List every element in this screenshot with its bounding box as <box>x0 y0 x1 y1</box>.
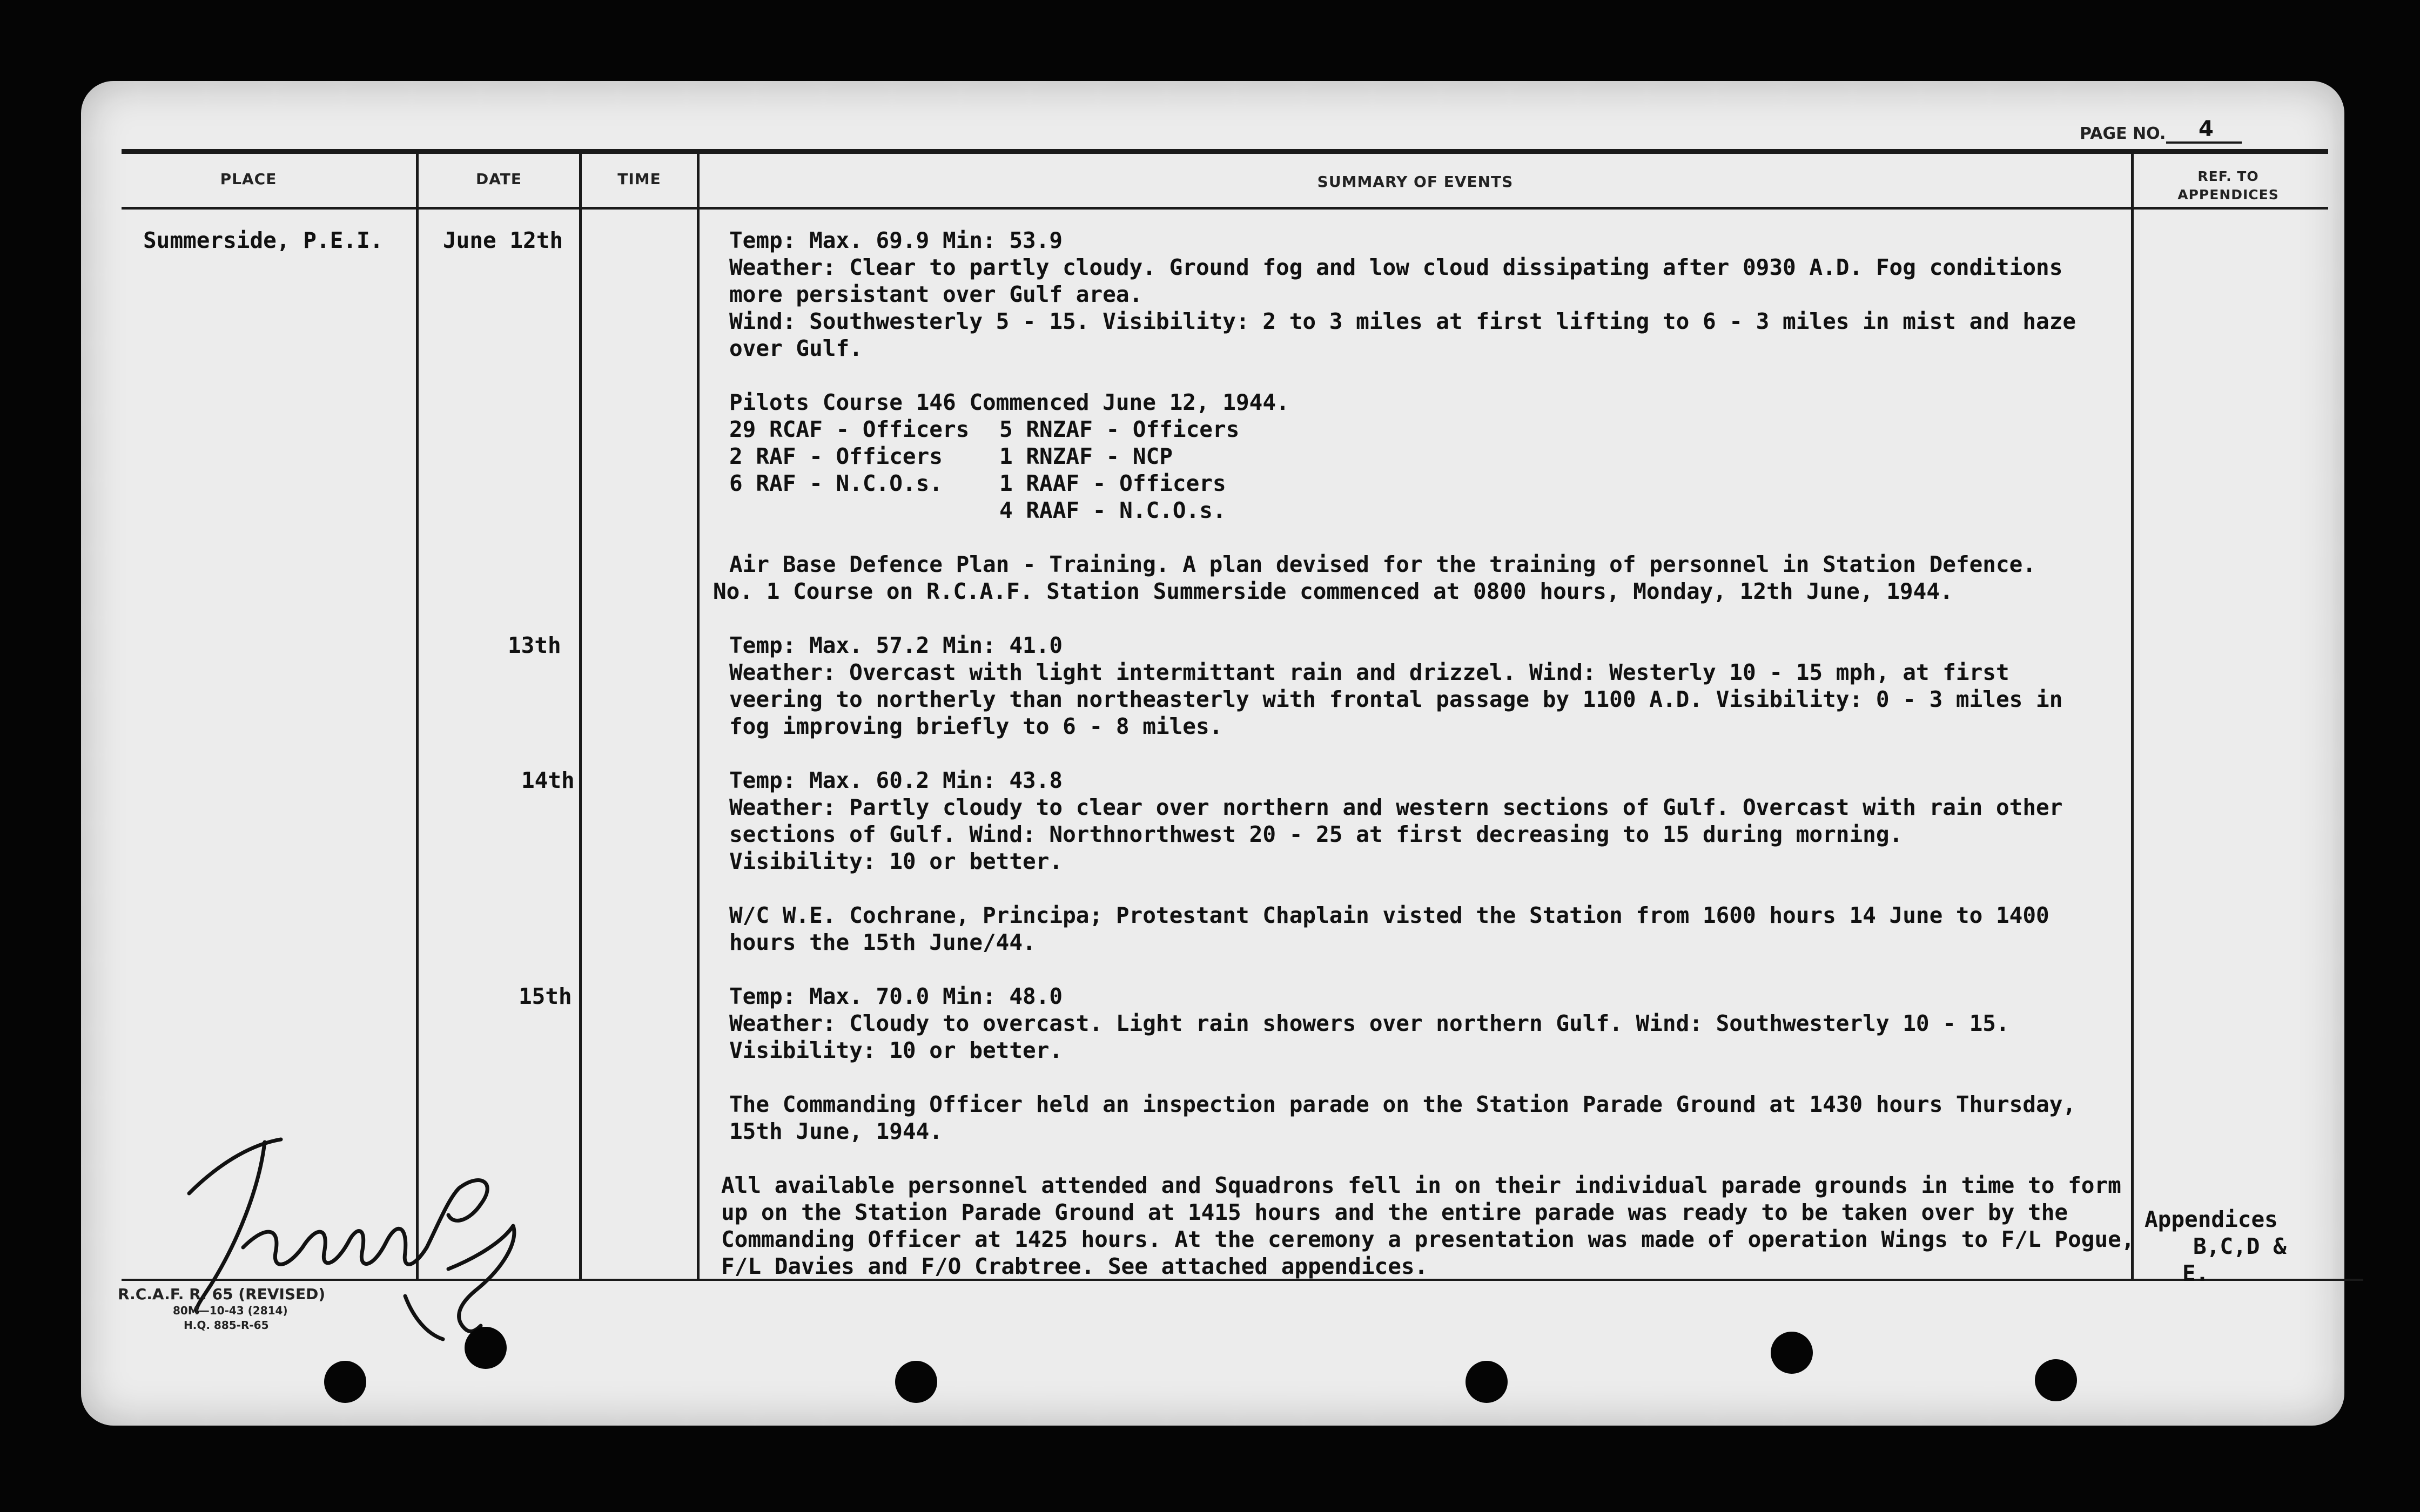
weather-14-line2: Weather: Partly cloudy to clear over northern and western sections of Gulf. Overcast with rain other <box>729 794 2063 820</box>
column-header-time: TIME <box>617 170 661 188</box>
punch-hole-3 <box>895 1361 937 1403</box>
course-row-1b: 5 RNZAF - Officers <box>999 416 1240 442</box>
parade-details-line3: Commanding Officer at 1425 hours. At the ceremony a presentation was made of operation Wings to F/L Pogue, <box>721 1226 2135 1252</box>
punch-hole-6 <box>2035 1359 2077 1401</box>
header-top-rule <box>122 149 2328 154</box>
form-number-line1: R.C.A.F. R. 65 (REVISED) <box>118 1285 326 1303</box>
weather-12-temp: Temp: Max. 69.9 Min: 53.9 <box>729 227 1063 253</box>
page-number: 4 <box>2199 117 2214 141</box>
course-title: Pilots Course 146 Commenced June 12, 1944. <box>729 389 1289 415</box>
weather-15-line2: Weather: Cloudy to overcast. Light rain showers over northern Gulf. Wind: Southwesterly 10 - 15. <box>729 1010 2009 1036</box>
place-value: Summerside, P.E.I. <box>143 227 384 253</box>
punch-hole-5 <box>1771 1332 1813 1374</box>
weather-13-line3: veering to northerly than northeasterly with frontal passage by 1100 A.D. Visibility: 0 - 3 miles in <box>729 686 2063 712</box>
time-summary-divider <box>697 154 700 1279</box>
course-row-1a: 29 RCAF - Officers <box>729 416 970 442</box>
date-13th: 13th <box>508 632 561 658</box>
weather-15-line1: Temp: Max. 70.0 Min: 48.0 <box>729 983 1063 1009</box>
inspection-parade-line1: The Commanding Officer held an inspection parade on the Station Parade Ground at 1430 hours Thursday, <box>729 1091 2076 1117</box>
chaplain-visit-line1: W/C W.E. Cochrane, Principa; Protestant Chaplain visted the Station from 1600 hours 14 June to 1400 <box>729 902 2049 928</box>
punch-hole-2 <box>465 1327 507 1369</box>
date-15th: 15th <box>519 983 572 1009</box>
punch-hole-4 <box>1466 1361 1508 1403</box>
punch-hole-1 <box>324 1361 366 1403</box>
appendices-ref-line3: E. <box>2182 1260 2209 1286</box>
column-header-ref-line1: REF. TO <box>2197 168 2259 184</box>
weather-13-line2: Weather: Overcast with light intermittant rain and drizzel. Wind: Westerly 10 - 15 mph, at first <box>729 659 2009 685</box>
column-header-place: PLACE <box>220 170 277 188</box>
weather-12-line3: more persistant over Gulf area. <box>729 281 1143 307</box>
column-header-summary: SUMMARY OF EVENTS <box>1317 173 1514 191</box>
course-row-3a: 6 RAF - N.C.O.s. <box>729 470 943 496</box>
parade-details-line1: All available personnel attended and Squadrons fell in on their individual parade grounds in time to form <box>721 1172 2121 1198</box>
weather-13-line1: Temp: Max. 57.2 Min: 41.0 <box>729 632 1063 658</box>
weather-15-line3: Visibility: 10 or better. <box>729 1037 1063 1063</box>
weather-12-line4: Wind: Southwesterly 5 - 15. Visibility: 2 to 3 miles at first lifting to 6 - 3 miles in mist and haze <box>729 308 2076 334</box>
weather-14-line1: Temp: Max. 60.2 Min: 43.8 <box>729 767 1063 793</box>
diary-form-card <box>81 81 2344 1426</box>
header-bottom-rule <box>122 207 2328 210</box>
course-row-2b: 1 RNZAF - NCP <box>999 443 1173 469</box>
air-base-defence-line1: Air Base Defence Plan - Training. A plan devised for the training of personnel in Station Defence. <box>729 551 2036 577</box>
page-number-underline <box>2166 141 2242 144</box>
date-time-divider <box>579 154 582 1279</box>
date-june-12: June 12th <box>443 227 563 253</box>
page-number-label: PAGE NO. <box>2080 124 2166 143</box>
parade-details-line4: F/L Davies and F/O Crabtree. See attached appendices. <box>721 1253 1428 1279</box>
weather-12-line5: over Gulf. <box>729 335 863 361</box>
weather-13-line4: fog improving briefly to 6 - 8 miles. <box>729 713 1223 739</box>
column-header-ref-line2: APPENDICES <box>2177 187 2279 202</box>
date-14th: 14th <box>521 767 575 793</box>
course-row-3b: 1 RAAF - Officers <box>999 470 1226 496</box>
course-row-2a: 2 RAF - Officers <box>729 443 943 469</box>
weather-14-line4: Visibility: 10 or better. <box>729 848 1063 874</box>
air-base-defence-line2: No. 1 Course on R.C.A.F. Station Summerside commenced at 0800 hours, Monday, 12th June, 1944. <box>713 578 1953 604</box>
chaplain-visit-line2: hours the 15th June/44. <box>729 929 1036 955</box>
inspection-parade-line2: 15th June, 1944. <box>729 1118 943 1144</box>
parade-details-line2: up on the Station Parade Ground at 1415 hours and the entire parade was ready to be taken over by the <box>721 1199 2068 1225</box>
appendices-ref-line2: B,C,D & <box>2193 1233 2287 1259</box>
form-number-line2: 80M—10-43 (2814) <box>173 1304 288 1317</box>
form-number-line3: H.Q. 885-R-65 <box>184 1319 269 1332</box>
weather-12-line2: Weather: Clear to partly cloudy. Ground fog and low cloud dissipating after 0930 A.D. Fog conditions <box>729 254 2063 280</box>
weather-14-line3: sections of Gulf. Wind: Northnorthwest 20 - 25 at first decreasing to 15 during morning. <box>729 821 1903 847</box>
summary-ref-divider <box>2131 154 2134 1279</box>
column-header-date: DATE <box>476 170 522 188</box>
handwritten-signature <box>103 1064 546 1355</box>
course-row-4b: 4 RAAF - N.C.O.s. <box>999 497 1226 523</box>
appendices-ref-line1: Appendices <box>2145 1206 2278 1232</box>
